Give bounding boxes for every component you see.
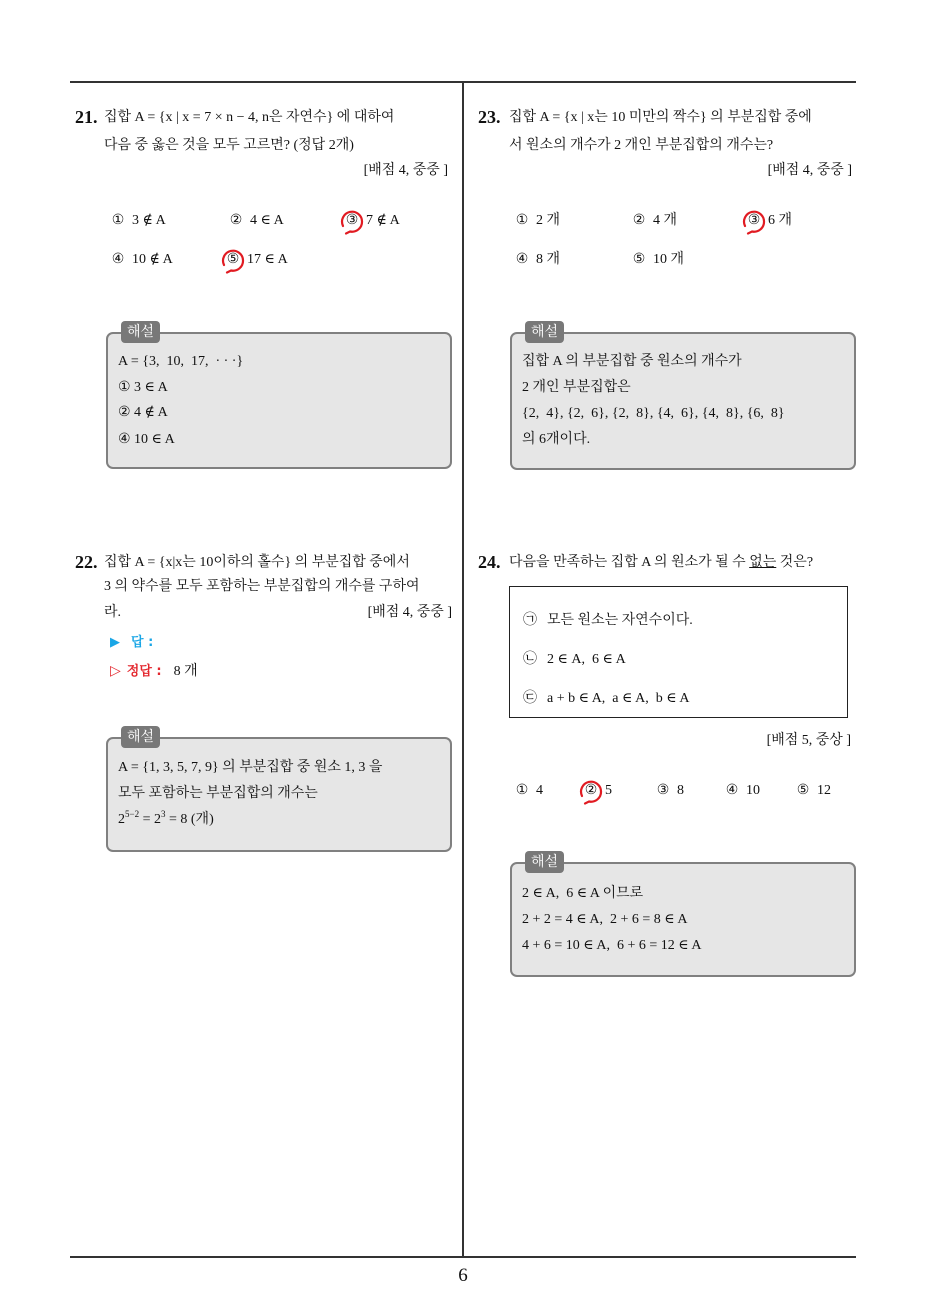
q24-choice-4	[724, 781, 760, 801]
explanation-tag: 해설	[525, 851, 564, 873]
choice-text: 4 ∈ A	[250, 213, 284, 228]
explanation-line: 4 + 6 = 10 ∈ A, 6 + 6 = 12 ∈ A	[522, 938, 702, 953]
answer-row	[110, 633, 153, 653]
choice-text: 17 ∈ A	[247, 252, 288, 267]
question-21-text-line-1: 집합 A = {x | x = 7 × n − 4, n은 자연수} 에 대하여	[104, 110, 395, 125]
question-23-number: 23.	[478, 107, 501, 127]
choice-number: ②	[229, 213, 243, 228]
correct-answer-label: 정답 :	[126, 664, 162, 679]
selection-circle-mark	[219, 246, 247, 274]
explanation-line: 의 6개이다.	[522, 432, 591, 447]
question-24-text	[509, 553, 813, 573]
question-21-number: 21.	[75, 107, 98, 127]
choice-number: ④	[111, 252, 125, 267]
prompt-text: 것은?	[776, 555, 814, 570]
question-23-text-line-2: 서 원소의 개수가 2 개인 부분집합의 개수는?	[509, 138, 774, 153]
choice-text: 3 ∉ A	[132, 213, 166, 228]
condition-marker: ㉡	[523, 652, 537, 667]
question-22-text-line-2: 3 의 약수를 모두 포함하는 부분집합의 개수를 구하여	[104, 579, 420, 594]
question-24-score: [배점 5, 중상 ]	[766, 733, 851, 748]
explanation-line: 집합 A 의 부분집합 중 원소의 개수가	[522, 354, 742, 369]
correct-answer-value: 8 개	[173, 664, 198, 679]
condition-marker: ㉠	[523, 613, 537, 628]
question-22-number: 22.	[75, 552, 98, 572]
condition-2	[523, 650, 626, 670]
explanation-tag: 해설	[121, 321, 160, 343]
choice-number: ③	[345, 213, 359, 228]
answer-label: 답 :	[131, 635, 154, 650]
q23-choice-4	[514, 250, 560, 270]
prompt-text: 다음을 만족하는 집합 A 의 원소가 될 수	[509, 555, 750, 570]
question-23-text-line-1: 집합 A = {x | x는 10 미만의 짝수} 의 부분집합 중에	[509, 110, 812, 125]
choice-text: 10 개	[653, 252, 685, 267]
page-number: 6	[458, 1265, 468, 1286]
formula-exponent: 5−2	[125, 809, 140, 819]
explanation-tag: 해설	[121, 726, 160, 748]
selection-circle-mark	[338, 207, 366, 235]
choice-number: ⑤	[796, 783, 810, 798]
choice-number: ⑤	[632, 252, 646, 267]
correct-answer-marker-icon: ▷	[110, 663, 121, 679]
q23-choice-5	[631, 250, 684, 270]
choice-text: 8 개	[536, 252, 561, 267]
question-21-text-line-2: 다음 중 옳은 것을 모두 고르면? (정답 2개)	[104, 138, 354, 153]
formula-middle: = 2	[139, 812, 161, 827]
choice-number: ③	[656, 783, 670, 798]
choice-text: 8	[677, 783, 684, 798]
question-22-text-line-3: 라.	[104, 605, 122, 620]
q21-choice-4	[110, 250, 173, 270]
q21-choice-2	[228, 211, 284, 231]
explanation-tag: 해설	[525, 321, 564, 343]
explanation-formula	[118, 810, 214, 830]
formula-base: 2	[118, 812, 125, 827]
explanation-line: ② 4 ∉ A	[118, 405, 168, 420]
q21-choice-1	[110, 211, 166, 231]
choice-text: 5	[605, 783, 612, 798]
column-divider	[462, 82, 464, 1257]
question-24-number: 24.	[478, 552, 501, 572]
condition-text: 2 ∈ A, 6 ∈ A	[547, 652, 626, 667]
formula-exponent-2: 3	[160, 809, 166, 819]
correct-answer-row	[110, 661, 198, 682]
formula-result: = 8 (개)	[165, 812, 214, 827]
question-23-score: [배점 4, 중중 ]	[767, 163, 852, 178]
choice-number: ①	[515, 213, 529, 228]
choice-number: ④	[515, 252, 529, 267]
q23-choice-2	[631, 211, 677, 231]
explanation-line: ① 3 ∈ A	[118, 380, 168, 395]
choice-number: ①	[111, 213, 125, 228]
choice-text: 2 개	[536, 213, 561, 228]
explanation-line: A = {1, 3, 5, 7, 9} 의 부분집합 중 원소 1, 3 을	[118, 760, 383, 775]
explanation-line: ④ 10 ∈ A	[118, 432, 175, 447]
q23-choice-1	[514, 211, 560, 231]
choice-number: ③	[747, 213, 761, 228]
condition-text: a + b ∈ A, a ∈ A, b ∈ A	[547, 691, 690, 706]
question-22-score: [배점 4, 중중 ]	[367, 605, 452, 620]
question-22-text-line-1: 집합 A = {x|x는 10이하의 홀수} 의 부분집합 중에서	[104, 555, 410, 570]
condition-marker: ㉢	[523, 691, 537, 706]
selection-circle-mark	[740, 207, 768, 235]
bottom-rule	[70, 1256, 856, 1258]
q24-choice-5	[795, 781, 831, 801]
choice-text: 4	[536, 783, 543, 798]
choice-number: ⑤	[226, 252, 240, 267]
q24-choice-3	[655, 781, 684, 801]
explanation-line: A = {3, 10, 17, · · ·}	[118, 354, 244, 369]
explanation-line: 2 ∈ A, 6 ∈ A 이므로	[522, 886, 644, 901]
explanation-line: 모두 포함하는 부분집합의 개수는	[118, 786, 318, 801]
choice-number: ②	[632, 213, 646, 228]
choice-text: 7 ∉ A	[366, 213, 400, 228]
explanation-line: 2 + 2 = 4 ∈ A, 2 + 6 = 8 ∈ A	[522, 912, 688, 927]
choice-number: ①	[515, 783, 529, 798]
choice-number: ④	[725, 783, 739, 798]
choice-text: 10 ∉ A	[132, 252, 173, 267]
condition-1	[523, 611, 693, 631]
selection-circle-mark	[577, 777, 605, 805]
question-21-score: [배점 4, 중중 ]	[363, 163, 448, 178]
condition-text: 모든 원소는 자연수이다.	[547, 613, 693, 628]
choice-text: 12	[817, 783, 831, 798]
q24-choice-1	[514, 781, 543, 801]
choice-text: 10	[746, 783, 760, 798]
explanation-line: {2, 4}, {2, 6}, {2, 8}, {4, 6}, {4, 8}, {6, 8}	[522, 406, 785, 421]
explanation-line: 2 개인 부분집합은	[522, 380, 631, 395]
choice-number: ②	[584, 783, 598, 798]
condition-3	[523, 689, 689, 709]
answer-marker-icon: ▶	[110, 635, 120, 650]
choice-text: 6 개	[768, 213, 793, 228]
choice-text: 4 개	[653, 213, 678, 228]
prompt-emphasis: 없는	[749, 555, 777, 570]
